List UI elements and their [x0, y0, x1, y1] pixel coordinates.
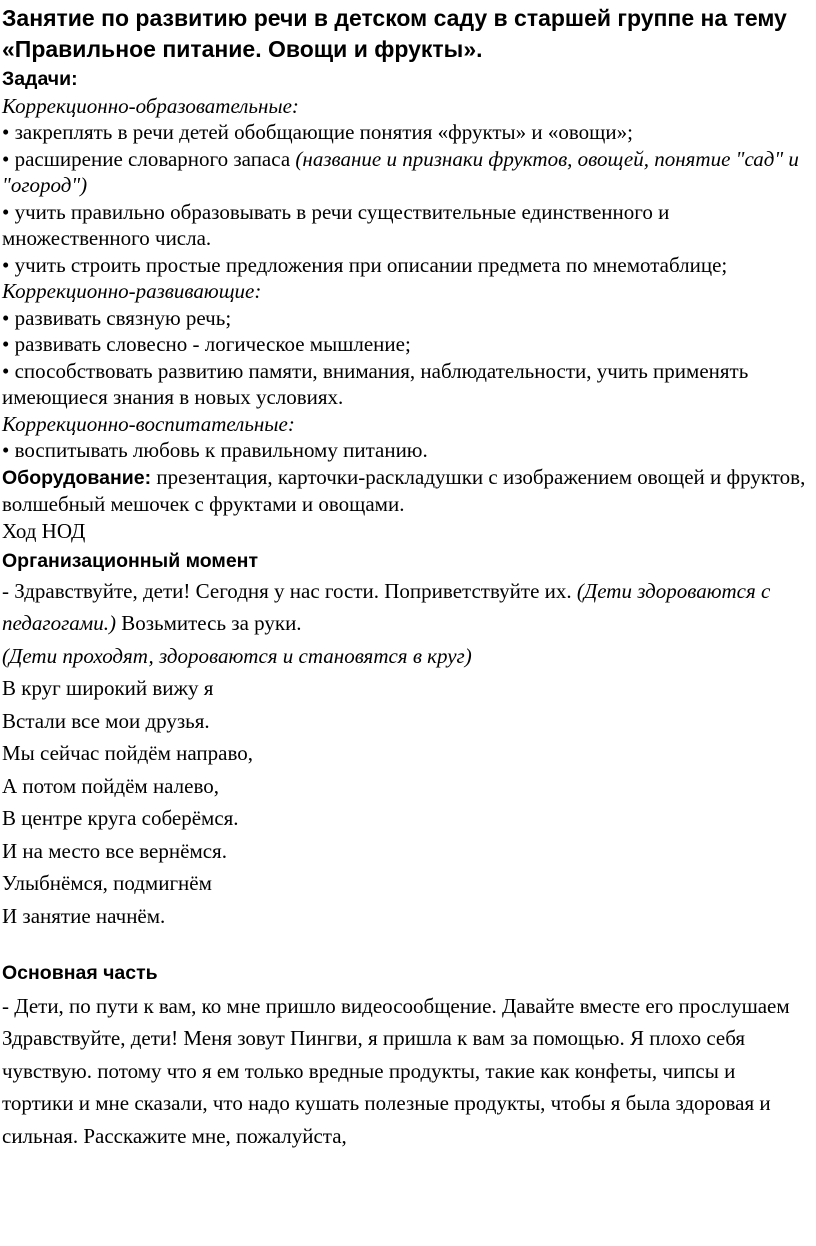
equipment-paragraph	[2, 464, 810, 518]
poem-line-8: И занятие начнём.	[2, 903, 166, 928]
poem-line-6: И на место все вернёмся.	[2, 838, 227, 863]
educational-item-2	[2, 146, 810, 199]
main-part-intro: - Дети, по пути к вам, ко мне пришло видеосообщение. Давайте вместе его прослушаем	[2, 993, 790, 1018]
poem-line-1: В круг широкий вижу я	[2, 676, 214, 700]
tasks-heading-text: Задачи:	[2, 68, 78, 90]
main-part-heading	[2, 956, 810, 990]
equipment-text: презентация, карточки-раскладушки с изображением овощей и фруктов, волшебный мешочек с фруктами и овощами.	[2, 464, 806, 516]
developing-label: Коррекционно-развивающие:	[2, 279, 262, 303]
poem-line-3: Мы сейчас пойдём направо,	[2, 741, 254, 765]
document-title: Занятие по развитию речи в детском саду в старшей группе на тему «Правильное питание. Овощи и фрукты».	[2, 5, 787, 62]
org-greeting-text-1: - Здравствуйте, дети! Сегодня у нас гости. Поприветствуйте их.	[2, 578, 577, 603]
developing-item-1: • развивать связную речь;	[2, 305, 232, 330]
main-part-message: Здравствуйте, дети! Меня зовут Пингви, я пришла к вам за помощью. Я плохо себя чувствую. потому что я ем только вредные продукты, такие как конфеты, чипсы и тортики и мне сказали, что надо кушать полезные продукты, чтобы я была здоровая и сильная. Расскажите мне, пожалуйста,	[2, 1026, 771, 1148]
educational-item-2-note: (название и признаки фруктов, овощей, понятие "сад" и "огород")	[2, 146, 799, 197]
equipment-label: Оборудование:	[2, 466, 152, 489]
tasks-heading	[2, 65, 810, 93]
poem-line-7: Улыбнёмся, подмигнём	[2, 871, 212, 895]
course-title: Ход НОД	[2, 518, 86, 543]
poem-line-4: А потом пойдём налево,	[2, 773, 220, 798]
developing-item-2: • развивать словесно - логическое мышление;	[2, 332, 411, 356]
developing-item-3: • способствовать развитию памяти, внимания, наблюдательности, учить применять имеющиеся знания в новых условиях.	[2, 358, 749, 409]
educational-label: Коррекционно-образовательные:	[2, 93, 299, 118]
org-stage-note: (Дети проходят, здороваются и становятся в круг)	[2, 643, 472, 668]
educational-item-4: • учить строить простые предложения при описании предмета по мнемотаблице;	[2, 252, 728, 277]
org-greeting-note: (Дети здороваются с педагогами.)	[2, 578, 771, 635]
educational-item-1: • закреплять в речи детей обобщающие понятия «фрукты» и «овощи»;	[2, 120, 633, 144]
educational-item-2-text: • расширение словарного запаса	[2, 146, 296, 171]
upbringing-item-1: • воспитывать любовь к правильному питанию.	[2, 438, 428, 462]
main-part-heading-text: Основная часть	[2, 962, 158, 984]
upbringing-label: Коррекционно-воспитательные:	[2, 411, 295, 436]
org-greeting	[2, 575, 810, 640]
section-spacer	[2, 932, 810, 956]
poem-line-2: Встали все мои друзья.	[2, 708, 210, 733]
educational-item-3: • учить правильно образовывать в речи существительные единственного и множественного числа.	[2, 199, 670, 250]
org-greeting-text-2: Возьмитесь за руки.	[115, 611, 302, 635]
org-moment-heading	[2, 547, 810, 575]
poem-line-5: В центре круга соберёмся.	[2, 806, 239, 830]
org-moment-heading-text: Организационный момент	[2, 550, 259, 572]
